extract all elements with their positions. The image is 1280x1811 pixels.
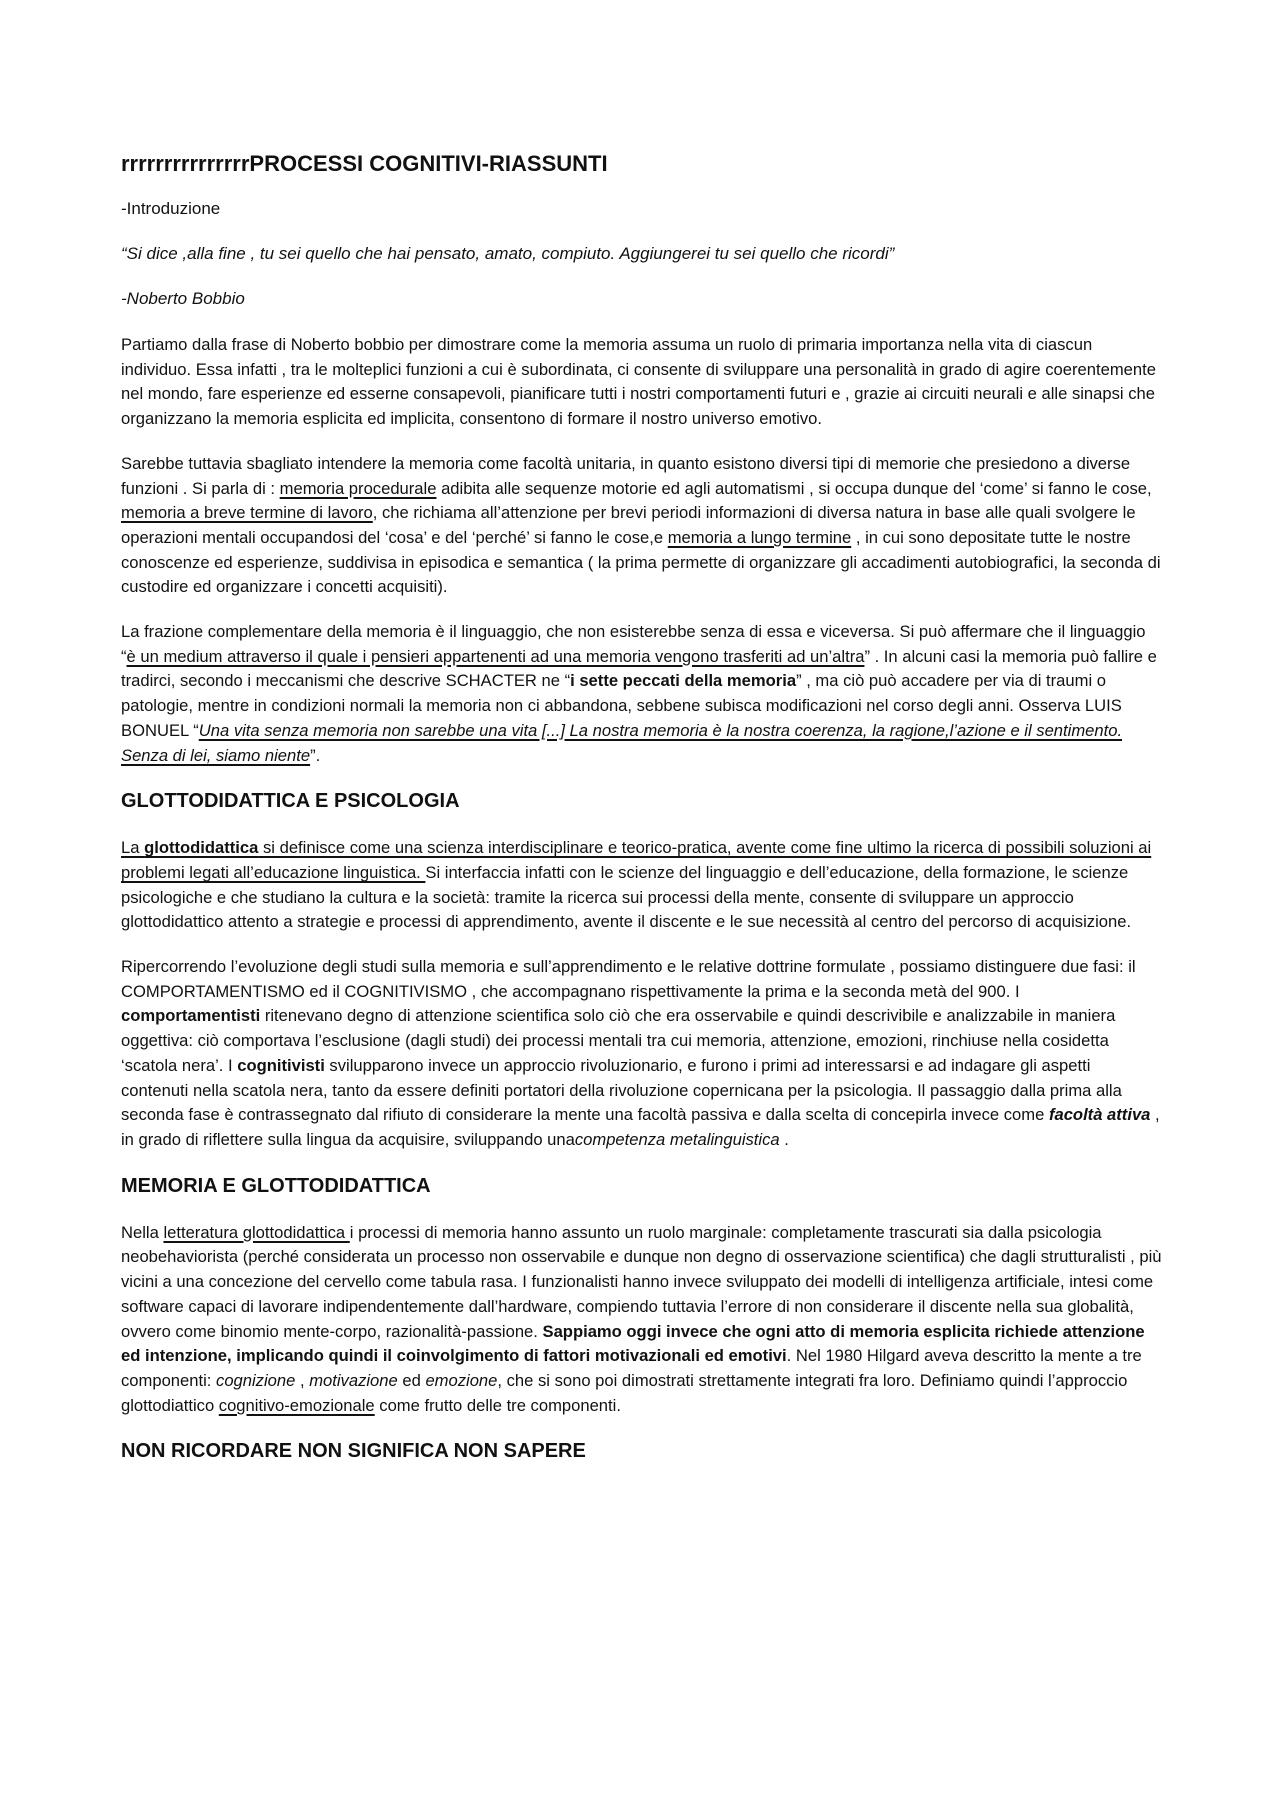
paragraph-evolution	[121, 955, 1162, 1153]
paragraph-text: adibita alle sequenze motorie ed agli automatismi , si occupa dunque del ‘come’ si fanno le cose,	[436, 478, 1152, 498]
underlined-bold-term: glottodidattica	[144, 838, 259, 858]
paragraph-text: Si interfaccia infatti con le scienze del linguaggio e dell’educazione, della formazione, le scienze psicologiche e che studiano la cultura e la società: tramite la ricerca sui processi della mente, consente di sviluppare un approccio glottodidattico attento a strategie e processi di apprendimento, avente il discente e le sue necessità al centro del percorso di acquisizione.	[121, 862, 1132, 932]
paragraph-text: ”.	[310, 745, 321, 765]
paragraph-glottodidattica	[121, 836, 1162, 935]
paragraph-text: ” , ma ciò può accadere per via di traumi o patologie, mentre in condizioni normali la memoria non ci abbandona, sebbene subisca modificazioni nel corso degli anni. Osserva LUIS BONUEL “	[121, 671, 1122, 740]
italic-term: motivazione	[309, 1370, 398, 1390]
paragraph-intro	[121, 333, 1162, 432]
underlined-text: La	[121, 838, 145, 858]
bold-sentence: Sappiamo oggi invece che ogni atto di memoria esplicita richiede attenzione ed intenzione, implicando quindi il coinvolgimento di fattori motivazionali ed emotivi	[121, 1321, 1145, 1366]
paragraph-text: , in cui sono depositate tutte le nostre conoscenze ed esperienze, suddivisa in episodica e semantica ( la prima permette di organizzare gli accadimenti autobiografici, la seconda di custodire ed organizzare i concetti acquisiti).	[121, 527, 1161, 597]
italic-term: emozione	[425, 1370, 498, 1390]
paragraph-text: . Nel 1980 Hilgard aveva descritto la mente a tre componenti:	[121, 1346, 1142, 1390]
bold-term: comportamentisti	[121, 1006, 261, 1026]
paragraph-language	[121, 620, 1162, 768]
paragraph-text: ” . In alcuni casi la memoria può fallire e tradirci, secondo i meccanismi che descrive SCHACTER ne “	[121, 646, 1157, 691]
paragraph-text: come frutto delle tre componenti.	[374, 1395, 621, 1415]
intro-label: -Introduzione	[121, 199, 221, 218]
section-heading-memoria-glottodidattica: MEMORIA E GLOTTODIDATTICA	[121, 1174, 431, 1197]
quote-author: -Noberto Bobbio	[121, 289, 245, 308]
section-heading-non-ricordare: NON RICORDARE NON SIGNIFICA NON SAPERE	[121, 1440, 586, 1463]
bold-title: i sette peccati della memoria	[570, 671, 797, 691]
paragraph-text: ,	[295, 1370, 310, 1390]
paragraph-text: , in grado di riflettere sulla lingua da acquisire, sviluppando una	[121, 1105, 1160, 1149]
paragraph-text: ed	[397, 1370, 426, 1390]
underlined-italic-quote: Una vita senza memoria non sarebbe una vita [...] La nostra memoria è la nostra coerenza, la ragione,l’azione e il sentimento. Senza di lei, siamo niente	[121, 720, 1123, 765]
document-title: rrrrrrrrrrrrrrrPROCESSI COGNITIVI-RIASSUNTI	[121, 151, 608, 176]
section-heading-glottodidattica-psicologia: GLOTTODIDATTICA E PSICOLOGIA	[121, 790, 460, 813]
paragraph-text: svilupparono invece un approccio rivoluzionario, e furono i primi ad interessarsi e ad indagare gli aspetti contenuti nella scatola nera, tanto da essere definiti portatori della rivoluzione copernicana per la psicologia. Il passaggio dalla prima alla seconda fase è contrassegnato dal rifiuto di considerare la mente una facoltà passiva e dalla scelta di concepirla invece come	[121, 1055, 1122, 1125]
underlined-term: letteratura glottodidattica	[163, 1222, 350, 1242]
paragraph-text: , che si sono poi dimostrati strettamente integrati fra loro. Definiamo quindi l’approccio glottodiattico	[121, 1370, 1128, 1415]
italic-term: competenza metalinguistica	[574, 1129, 780, 1149]
paragraph-text: i processi di memoria hanno assunto un ruolo marginale: completamente trascurati sia dalla psicologia neobehaviorista (perché considerata un processo non osservabile e dunque non degno di osservazione scientifica) che dagli strutturalisti , più vicini a una concezione del cervello come tabula rasa. I funzionalisti hanno invece sviluppato dei modelli di intelligenza artificiale, intesi come software capaci di lavorare indipendentemente dall’hardware, compiendo tuttavia l’errore di non considerare il discente nella sua globalità, ovvero come binomio mente-corpo, razionalità-passione.	[121, 1222, 1162, 1341]
bold-italic-term: facoltà attiva	[1048, 1105, 1151, 1125]
paragraph-text: Sarebbe tuttavia sbagliato intendere la memoria come facoltà unitaria, in quanto esistono diversi tipi di memorie che presiedono a diverse funzioni . Si parla di :	[121, 453, 1131, 498]
paragraph-memory-types	[121, 452, 1162, 600]
bold-term: cognitivisti	[237, 1055, 325, 1075]
underlined-quote: è un medium attraverso il quale i pensieri appartenenti ad una memoria vengono trasferiti ad un’altra	[126, 646, 865, 666]
paragraph-text: , che richiama all’attenzione per brevi periodi informazioni di diversa natura in base alle quali svolgere le operazioni mentali occupandosi del ‘cosa’ e del ‘perché’ si fanno le cose,e	[121, 503, 1136, 547]
underlined-term: memoria a breve termine di lavoro	[121, 503, 373, 523]
paragraph-text: Ripercorrendo l’evoluzione degli studi sulla memoria e sull’apprendimento e le relative dottrine formulate , possiamo distinguere due fasi: il COMPORTAMENTISMO ed il COGNITIVISMO , che accompagnano rispettivamente la prima e la seconda metà del 900. I	[121, 957, 1136, 1001]
underlined-term: memoria a lungo termine	[667, 527, 852, 547]
underlined-term: cognitivo-emozionale	[218, 1395, 375, 1415]
paragraph-text: La frazione complementare della memoria è il linguaggio, che non esisterebbe senza di essa e viceversa. Si può affermare che il linguaggio “	[121, 622, 1146, 666]
underlined-text: si definisce come una scienza interdisciplinare e teorico-pratica, avente come fine ultimo la ricerca di possibili soluzioni ai problemi legati all’educazione linguistica.	[121, 838, 1152, 882]
opening-quote: “Si dice ,alla fine , tu sei quello che hai pensato, amato, compiuto. Aggiungerei tu sei quello che ricordi”	[121, 244, 895, 263]
italic-term: cognizione	[216, 1370, 296, 1390]
paragraph-text: ritenevano degno di attenzione scientifica solo ciò che era osservabile e quindi descrivibile e analizzabile in maniera oggettiva: ciò comportava l’esclusione (dagli studi) dei processi mentali tra cui memoria, attenzione, emozioni, rinchiuse nella cosidetta ‘scatola nera’. I	[121, 1006, 1116, 1075]
paragraph-text: Partiamo dalla frase di Noberto bobbio per dimostrare come la memoria assuma un ruolo di primaria importanza nella vita di ciascun individuo. Essa infatti , tra le molteplici funzioni a cui è subordinata, ci consente di sviluppare una personalità in grado di agire coerentemente nel mondo, fare esperienze ed esserne consapevoli, pianificare tutti i nostri comportamenti futuri e , grazie ai circuiti neurali e alle sinapsi che organizzano la memoria esplicita ed implicita, consentono di formare il nostro universo emotivo.	[121, 335, 1156, 429]
underlined-term: memoria procedurale	[279, 478, 437, 498]
paragraph-text: .	[779, 1129, 789, 1149]
paragraph-memoria-glottodidattica	[121, 1221, 1162, 1419]
paragraph-text: Nella	[121, 1222, 164, 1242]
